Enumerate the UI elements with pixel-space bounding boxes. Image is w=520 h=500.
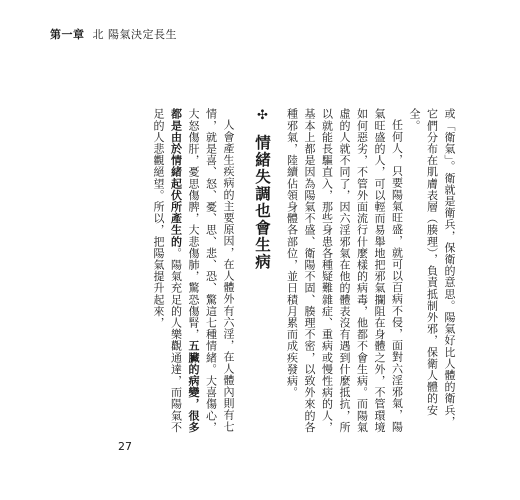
section-heading-text: 情緒失調也會生病 xyxy=(253,134,271,271)
page-number: 27 xyxy=(118,440,132,453)
paragraph-yang-qi: 任何人，只要陽氣旺盛，就可以百病不侵，面對六淫邪氣，陽氣旺盛的人，可以輕而易舉地把邪氣攔阻在身體之外，不管環境如何惡劣，不管外面流行什麼樣的病毒，他都不會生病。而陽氣虛的人就不同了，因六淫邪氣在他的體表沒有遇到什麼抵抗，所以就能長驅直入，那些身患各種疑難雜症、重病或慢性病的人，基本上都是因為陽氣不盛、衛陽不固、腠理不密，以致外來的各種邪氣，陸續佔領身體各部位，並日積月累而成疾發病。 xyxy=(285,108,404,433)
section-heading xyxy=(251,108,273,438)
running-head xyxy=(50,26,177,42)
chapter-label: 第一章 xyxy=(50,28,85,41)
vertical-body-text xyxy=(118,108,458,438)
paragraph-emotions-emphasis: 五臟的病變，很多都是由於情緒起伏所產生的 xyxy=(169,108,200,433)
chapter-title: 北 陽氣決定長生 xyxy=(92,28,177,41)
paragraph-wei-qi: 或「衛氣」。衛就是衛兵，保衛的意思。陽氣好比人體的衛兵，它們分布在肌膚表層（腠理），負責抵制外邪，保衛人體的安全。 xyxy=(408,108,456,428)
paragraph-emotions-part1: 人會產生疾病的主要原因，在人體外有六淫，在人體內則有七情，就是喜、怒、憂、思、悲、恐、驚這七種情緒。大喜傷心，大怒傷肝，憂思傷脾，大悲傷肺，驚恐傷腎， xyxy=(187,108,235,433)
paragraph-emotions-part2: 。陽氣充足的人樂觀通達，而陽氣不足的人悲觀絕望。所以，把陽氣提升起來， xyxy=(152,108,183,433)
paragraph-emotions xyxy=(150,108,238,438)
section-ornament-icon: ✣ xyxy=(255,108,270,125)
